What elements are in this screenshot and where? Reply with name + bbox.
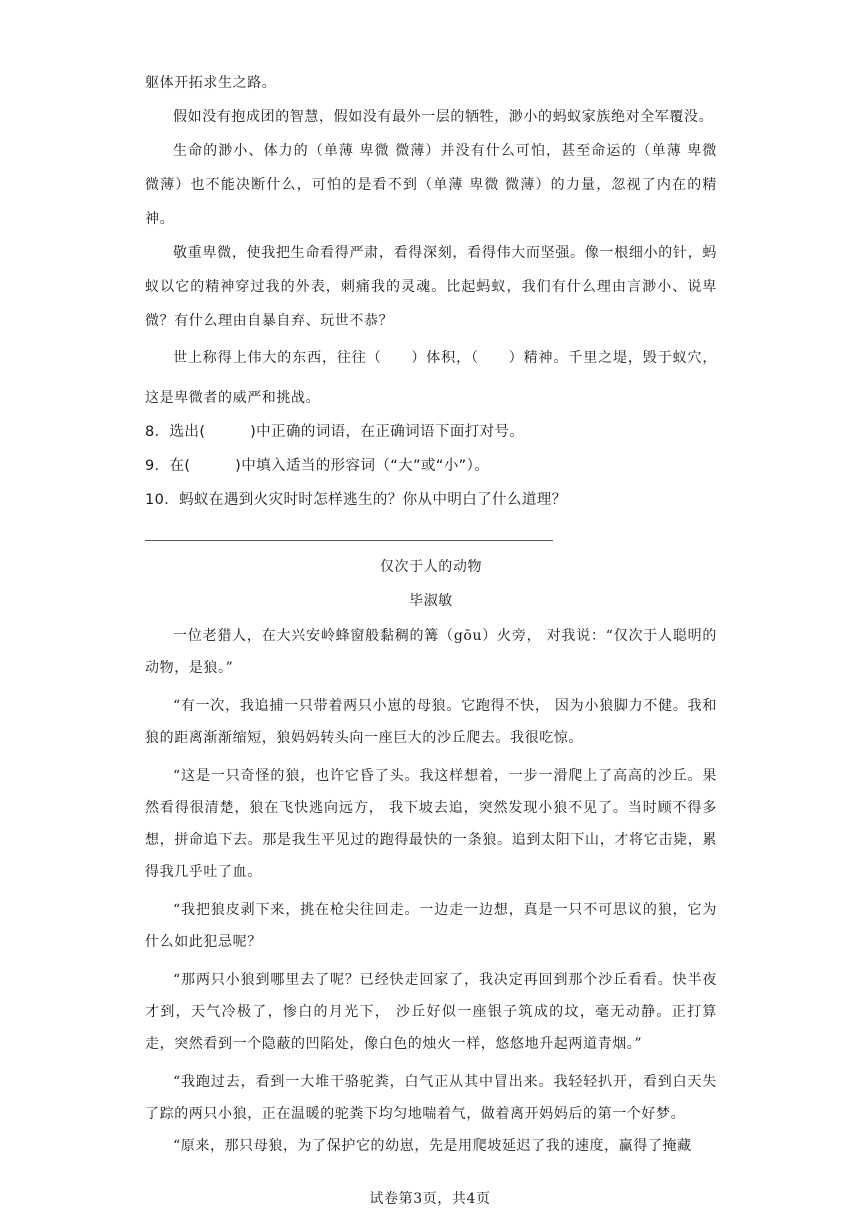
passage-wolf: [145, 620, 717, 1162]
passage-wolf-author: 毕淑敏: [409, 593, 453, 609]
passage-wolf-paragraph: “有一次，我追捕一只带着两只小崽的母狼。它跑得不快， 因为小狼脚力不健。我和狼的距离渐渐缩短，狼妈妈转头向一座巨大的沙丘爬去。我很吃惊。: [145, 698, 717, 746]
section-divider: [145, 540, 553, 541]
passage-wolf-paragraph: “我跑过去，看到一大堆干骆驼粪，白气正从其中冒出来。我轻轻扒开，看到白天失了踪的两只小狼，正在温暖的驼粪下均匀地喘着气，做着离开妈妈后的第一个好梦。: [145, 1074, 717, 1122]
question-8: 8．选出( )中正确的词语，在正确词语下面打对号。: [145, 424, 525, 440]
passage-ant-paragraph: 敬重卑微，使我把生命看得严肃，看得深刻，看得伟大而坚强。像一根细小的针，蚂蚁以它的精神穿过我的外表，刺痛我的灵魂。比起蚂蚁，我们有什么理由言渺小、说卑微？有什么理由自暴自弃、玩世不恭？: [145, 245, 717, 329]
passage-wolf-paragraph: “我把狼皮剥下来，挑在枪尖往回走。一边走一边想，真是一只不可思议的狼，它为什么如此犯忌呢？: [145, 902, 717, 950]
passage-wolf-paragraph: “原来，那只母狼，为了保护它的幼崽，先是用爬坡延迟了我的速度，赢得了掩藏: [173, 1138, 692, 1154]
passage-ant-paragraph: 世上称得上伟大的东西，往往（ ）体积，（ ）精神。千里之堤，毁于蚁穴，这是卑微者的威严和挑战。: [145, 350, 717, 406]
passage-ant: [145, 66, 717, 418]
page-footer: 试卷第3页，共4页: [369, 1191, 491, 1207]
passage-wolf-title: 仅次于人的动物: [379, 559, 483, 575]
question-9: 9．在( )中填入适当的形容词（“大”或“小”）。: [145, 458, 490, 474]
passage-wolf-paragraph: “这是一只奇怪的狼，也许它昏了头。我这样想着，一步一滑爬上了高高的沙丘。果然看得很清楚，狼在飞快逃向远方， 我下坡去追，突然发现小狼不见了。当时顾不得多想，拼命追下去。那是我生平见过的跑得最快的一条狼。追到太阳下山，才将它击毙，累得我几乎吐了血。: [145, 768, 717, 880]
passage-wolf-paragraph: 一位老猎人，在大兴安岭蜂窗般黏稠的篝（gōu）火旁， 对我说：“仅次于人聪明的动物，是狼。”: [145, 628, 717, 676]
question-10: 10．蚂蚁在遇到火灾时时怎样逃生的？你从中明白了什么道理？: [145, 492, 567, 508]
passage-wolf-paragraph: “那两只小狼到哪里去了呢？已经快走回家了，我决定再回到那个沙丘看看。快半夜才到，天气冷极了，惨白的月光下， 沙丘好似一座银子筑成的坟，毫无动静。正打算走，突然看到一个隐蔽的凹陷处，像白色的烛火一样，悠悠地升起两道青烟。”: [145, 972, 717, 1052]
passage-ant-paragraph: 假如没有抱成团的智慧，假如没有最外一层的牺牲，渺小的蚂蚁家族绝对全军覆没。: [173, 109, 714, 125]
passage-ant-paragraph: 躯体开拓求生之路。: [145, 75, 277, 91]
passage-ant-paragraph: 生命的渺小、体力的（单薄 卑微 微薄）并没有什么可怕，甚至命运的（单薄 卑微 微薄）也不能决断什么，可怕的是看不到（单薄 卑微 微薄）的力量，忽视了内在的精神。: [145, 143, 717, 227]
